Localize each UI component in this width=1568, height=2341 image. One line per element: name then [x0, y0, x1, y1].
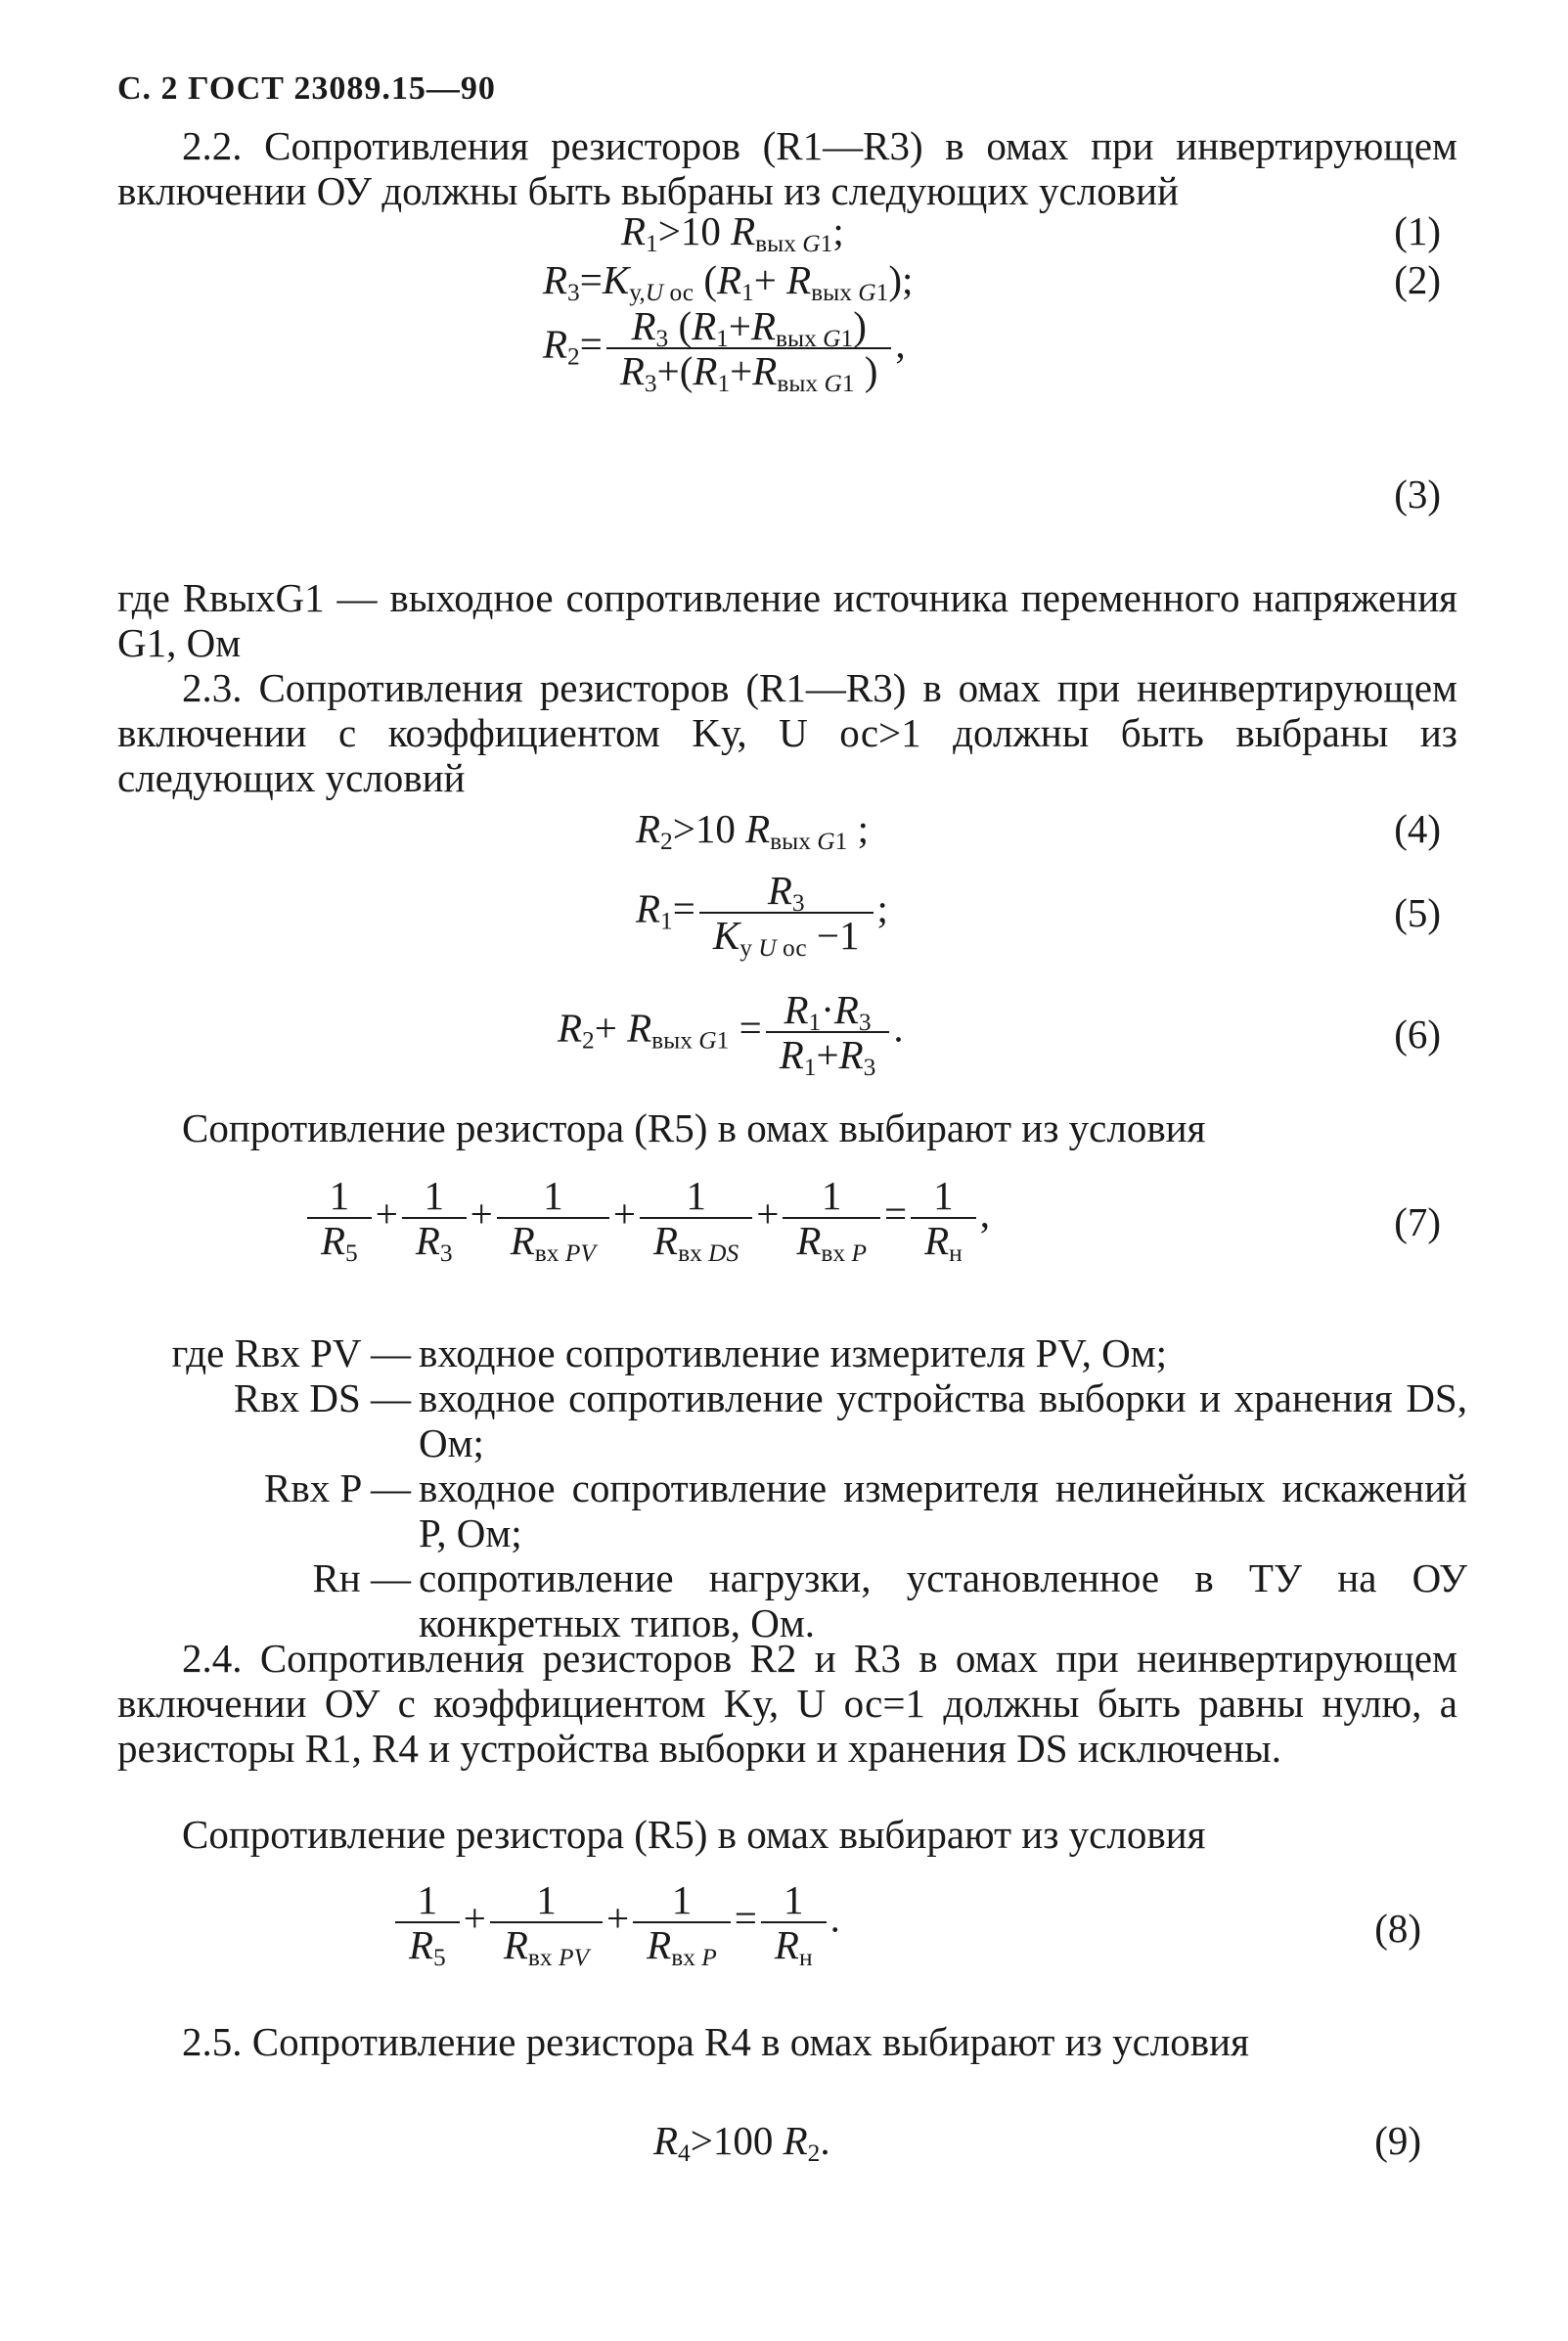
section-2-2-text: 2.2. Сопротивления резисторов (R1—R3) в омах при инвертирующем включении ОУ должны быть выбраны из следующих условий [117, 123, 1457, 213]
definition-text: сопротивление нагрузки, установленное в ТУ на ОУ конкретных типов, Ом. [419, 1555, 1467, 1645]
r5-intro-b: Сопротивление резистора (R5) в омах выбирают из условия [182, 1812, 1206, 1857]
equation-1: $R_1>10$ $R_{вых G1}$; [621, 208, 844, 258]
definition-text: входное сопротивление измерителя нелинейных искажений P, Ом; [419, 1465, 1467, 1555]
definition-term: Rвх P — [264, 1465, 411, 1510]
section-2-4-text: 2.4. Сопротивления резисторов R2 и R3 в омах при неинвертирующем включении ОУ с коэффициентом Kу, U ос=1 должны быть равны нулю, а резисторы R1, R4 и устройства выборки и хранения DS исключены. [117, 1636, 1457, 1771]
definition-term: Rвх DS — [233, 1375, 411, 1420]
equation-number: (8) [1374, 1906, 1421, 1951]
equation-number: (6) [1394, 1012, 1441, 1057]
definition-text: входное сопротивление измерителя PV, Ом; [419, 1330, 1168, 1375]
equation-4: $R_2>10$ $R_{вых G1}$ ; [636, 806, 870, 856]
equation-9: $R_4>100$ $R_2$. [653, 2118, 830, 2168]
definition-term: Rн — [312, 1555, 411, 1600]
equation-2: $R_3=K_{у,U ос}$ $(R_1+ R_{вых G1})$; [543, 257, 914, 307]
page-header: С. 2 ГОСТ 23089.15—90 [117, 70, 496, 107]
equation-number: (4) [1394, 806, 1441, 851]
equation-number: (2) [1394, 257, 1441, 302]
equation-8: $\frac{1}{R_5}$ + $\frac{1}{R_{вх PV}}$ + $\frac{1}{R_{вх P}}$ = $\frac{1}{R_н}$ . [391, 1878, 840, 1966]
definition-term: где Rвх PV — [171, 1330, 411, 1375]
r5-intro-a: Сопротивление резистора (R5) в омах выбирают из условия [182, 1105, 1206, 1150]
equation-number: (7) [1394, 1199, 1441, 1244]
definition-row [137, 1330, 1467, 1375]
equation-3: $R_2=$ $\frac{R_3 (R_1+R_{вых G1})}{R_3+(R_1+R_{вых G1} )}$ , [543, 303, 906, 398]
equation-5: $R_1=$ $\frac{R_3}{K_{у U ос} -1}$ ; [636, 868, 888, 963]
definition-text: входное сопротивление устройства выборки и хранения DS, Ом; [419, 1375, 1467, 1465]
definitions-list [137, 1330, 1467, 1645]
equation-number: (1) [1394, 208, 1441, 253]
equation-6: $R_2+ R_{вых G1}$ = $\frac{R_1\cdot R_3}{R_1+R_3}$ . [558, 987, 904, 1082]
definition-r-vyh-g1: где RвыхG1 — выходное сопротивление источника переменного напряжения G1, Ом [117, 575, 1457, 665]
definition-row [137, 1465, 1467, 1555]
definition-row [137, 1555, 1467, 1645]
equation-7: $\frac{1}{R_5}$ + $\frac{1}{R_3}$ + $\frac{1}{R_{вх PV}}$ + $\frac{1}{R_{вх DS}}$ + $\frac{1}{R_{вх P}}$ = $\frac{1}{R_н}$ , [303, 1174, 990, 1262]
equation-number: (3) [1394, 472, 1441, 517]
section-2-3-text: 2.3. Сопротивления резисторов (R1—R3) в омах при неинвертирующем включении с коэффициентом Kу, U ос>1 должны быть выбраны из следующих условий [117, 665, 1457, 800]
equation-number: (5) [1394, 890, 1441, 935]
equation-number: (9) [1374, 2118, 1421, 2163]
definition-row [137, 1375, 1467, 1465]
section-2-5-text: 2.5. Сопротивление резистора R4 в омах выбирают из условия [182, 2019, 1249, 2064]
